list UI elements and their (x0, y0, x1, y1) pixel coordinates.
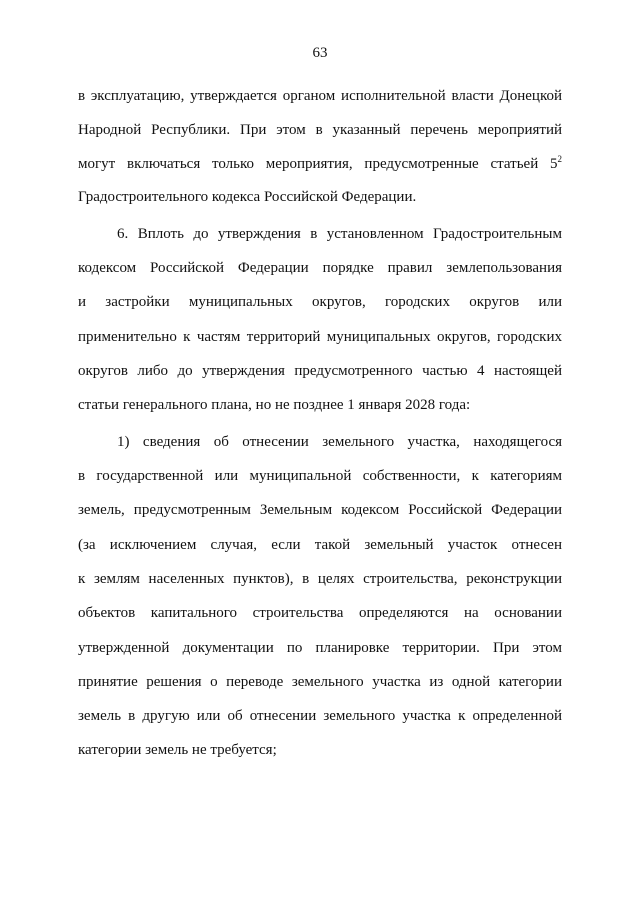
superscript: 2 (557, 154, 562, 164)
text-line: Народной Республики. При этом в указанный перечень мероприятий (78, 122, 562, 138)
text-line: кодексом Российской Федерации порядке правил землепользования (78, 260, 562, 276)
text-line: утвержденной документации по планировке территории. При этом (78, 640, 562, 656)
text-line: принятие решения о переводе земельного участка из одной категории (78, 674, 562, 690)
text-line: земель в другую или об отнесении земельного участка к определенной (78, 708, 562, 724)
text-line (78, 154, 562, 174)
text-line: земель, предусмотренным Земельным кодексом Российской Федерации (78, 502, 562, 518)
text-line: объектов капитального строительства определяются на основании (78, 605, 562, 621)
text-line: Градостроительного кодекса Российской Федерации. (78, 189, 417, 205)
text-line: (за исключением случая, если такой земельный участок отнесен (78, 537, 562, 553)
paragraph-start-line: 1) сведения об отнесении земельного участка, находящегося (117, 434, 562, 450)
text-line: в государственной или муниципальной собственности, к категориям (78, 468, 562, 484)
text-line: к землям населенных пунктов), в целях строительства, реконструкции (78, 571, 562, 587)
paragraph-start-line: 6. Вплоть до утверждения в установленном Градостроительным (117, 226, 562, 242)
text-line: применительно к частям территорий муниципальных округов, городских (78, 329, 562, 345)
text-line: округов либо до утверждения предусмотренного частью 4 настоящей (78, 363, 562, 379)
text-line: и застройки муниципальных округов, городских округов или (78, 294, 562, 310)
text-line-body: могут включаться только мероприятия, предусмотренные статьей 5 (78, 156, 558, 172)
text-line: категории земель не требуется; (78, 742, 277, 758)
text-line: статьи генерального плана, но не позднее 1 января 2028 года: (78, 397, 471, 413)
text-line: в эксплуатацию, утверждается органом исполнительной власти Донецкой (78, 88, 562, 104)
page-number: 63 (312, 45, 328, 61)
